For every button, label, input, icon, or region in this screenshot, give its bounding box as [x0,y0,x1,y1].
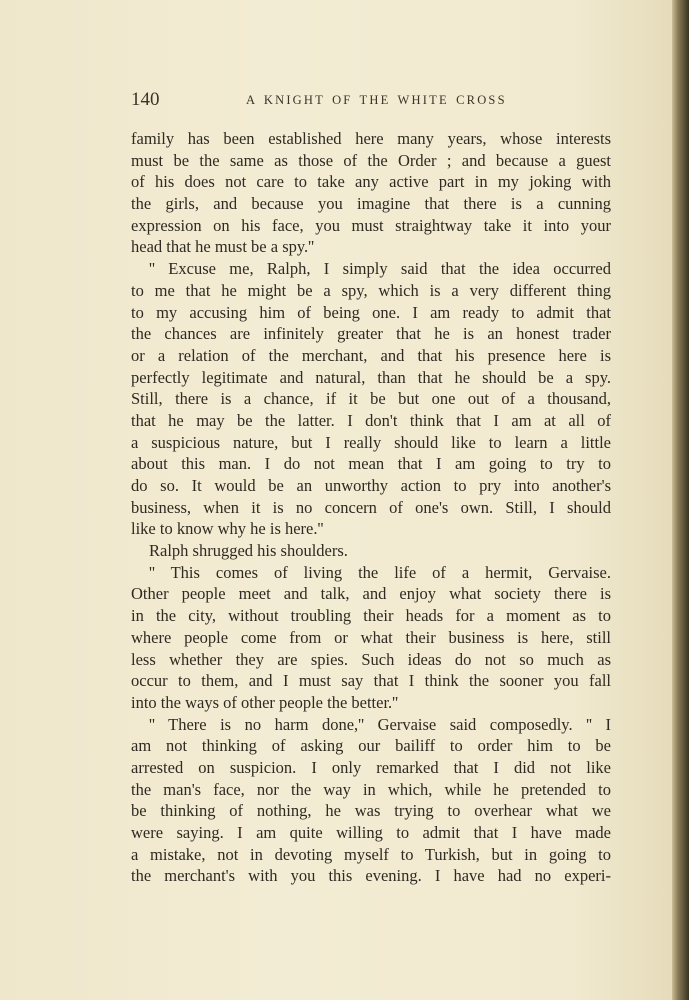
page-number: 140 [131,89,160,110]
text-line: were saying. I am quite willing to admit that I have made [131,823,611,842]
text-line: perfectly legitimate and natural, than that he should be a spy. [131,367,611,387]
text-line: the merchant's with you this evening. I have had no experi- [131,866,611,886]
text-line: am not thinking of asking our bailiff to order him to be [131,736,611,756]
text-line: business, when it is no concern of one's own. Still, I should [131,497,611,517]
text-line: into the ways of other people the better.'' [131,692,399,712]
text-line: occur to them, and I must say that I think the sooner you fall [131,671,611,691]
running-head: A KNIGHT OF THE WHITE CROSS [246,93,507,107]
text-line: Other people meet and talk, and enjoy what society there is [131,584,611,604]
text-line: Still, there is a chance, if it be but one out of a thousand, [131,389,611,409]
text-line: the man's face, nor the way in which, while he pretended to [131,779,611,799]
text-line: '' This comes of living the life of a hermit, Gervaise. [149,562,611,582]
text-line: less whether they are spies. Such ideas do not so much as [131,649,611,669]
body-text [131,128,611,887]
page-edge [672,0,689,1000]
text-line: where people come from or what their business is here, still [131,627,611,647]
text-line: a mistake, not in devoting myself to Turkish, but in going to [131,844,611,864]
text-line: be thinking of nothing, he was trying to overhear what we [131,801,611,821]
text-line: in the city, without troubling their heads for a moment as to [131,606,611,626]
text-line: head that he must be a spy.'' [131,237,315,257]
text-line: a suspicious nature, but I really should like to learn a little [131,432,611,452]
text-line: '' Excuse me, Ralph, I simply said that the idea occurred [149,259,611,279]
text-line: Ralph shrugged his shoulders. [149,541,348,561]
text-line: of his does not care to take any active part in my joking with [131,172,611,192]
text-line: that he may be the latter. I don't think that I am at all of [131,410,611,430]
text-line: arrested on suspicion. I only remarked that I did not like [131,757,611,777]
text-line: must be the same as those of the Order ; and because a guest [131,150,611,170]
text-line: '' There is no harm done,'' Gervaise said composedly. '' I [149,714,611,734]
text-line: to me that he might be a spy, which is a very different thing [131,280,611,300]
text-line: the girls, and because you imagine that there is a cunning [131,194,611,214]
text-line: to my accusing him of being one. I am ready to admit that [131,302,611,322]
text-line: about this man. I do not mean that I am going to try to [131,454,611,474]
text-line: do so. It would be an unworthy action to pry into another's [131,476,611,495]
text-line: expression on his face, you must straightway take it into your [131,215,611,235]
text-line: family has been established here many years, whose interests [131,129,611,148]
page-header [131,89,611,113]
text-line: like to know why he is here.'' [131,519,324,539]
text-line: or a relation of the merchant, and that his presence here is [131,345,611,365]
text-line: the chances are infinitely greater that he is an honest trader [131,324,611,344]
